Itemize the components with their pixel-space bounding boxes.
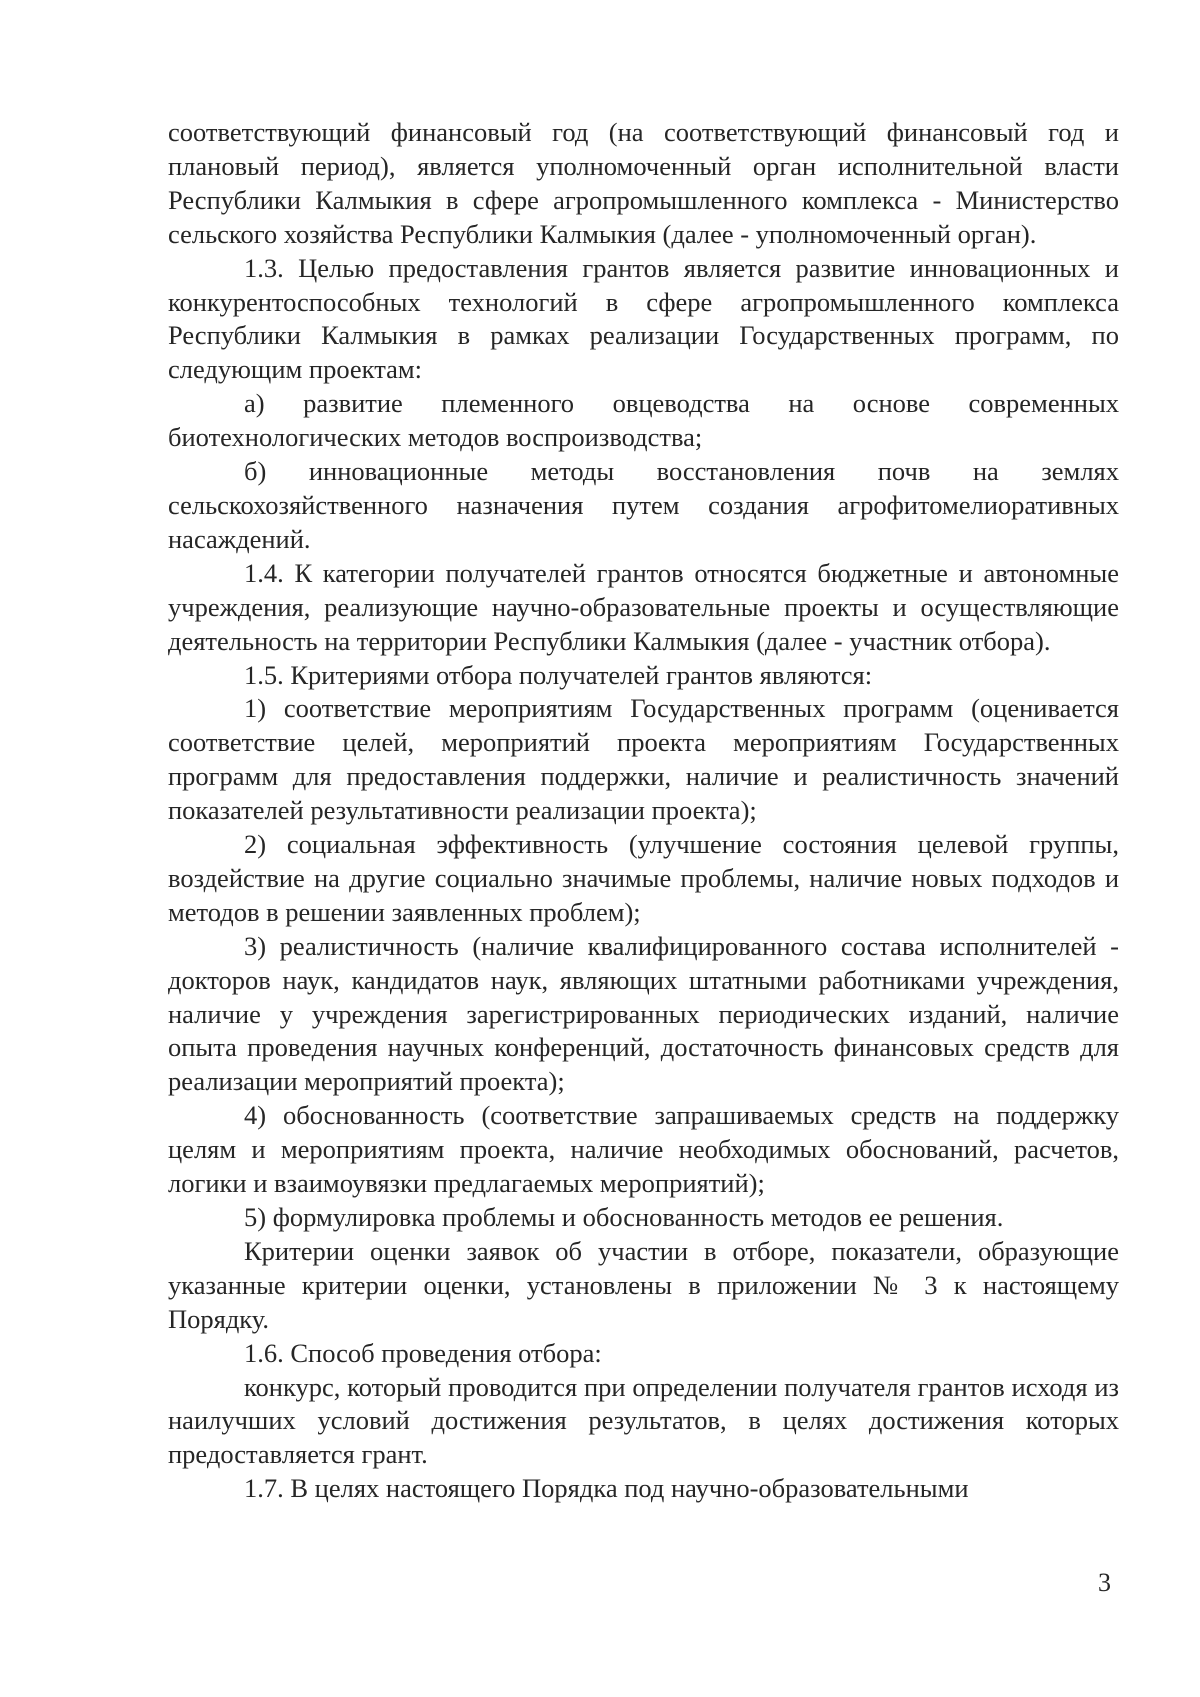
paragraph-criterion-5: 5) формулировка проблемы и обоснованность методов ее решения.: [244, 1202, 1004, 1232]
paragraph-criterion-2: 2) социальная эффективность (улучшение состояния целевой группы, воздействие на другие социально значимые проблемы, наличие новых подходов и методов в решении заявленных проблем);: [168, 829, 1119, 927]
paragraph-continuation: соответствующий финансовый год (на соответствующий финансовый год и плановый период), является уполномоченный орган исполнительной власти Республики Калмыкия в сфере агропромышленного комплекса - Министерство сельского хозяйства Республики Калмыкия (далее - уполномоченный орган).: [168, 117, 1119, 249]
paragraph-criterion-3: 3) реалистичность (наличие квалифицированного состава исполнителей - докторов наук, кандидатов наук, являющих штатными работниками учреждения, наличие у учреждения зарегистрированных периодических изданий, наличие опыта проведения научных конференций, достаточность финансовых средств для реализации мероприятий проекта);: [168, 930, 1119, 1097]
paragraph-1-6: 1.6. Способ проведения отбора:: [244, 1337, 602, 1368]
paragraph-criterion-4: 4) обоснованность (соответствие запрашиваемых средств на поддержку целям и мероприятиям проекта, наличие необходимых обоснований, расчетов, логики и взаимоувязки предлагаемых мероприятий);: [168, 1100, 1119, 1199]
page-number: 3: [1098, 1568, 1111, 1597]
paragraph-1-4: 1.4. К категории получателей грантов относятся бюджетные и автономные учреждения, реализующие научно-образовательные проекты и осуществляющие деятельность на территории Республики Калмыкия (далее - участник отбора).: [168, 557, 1119, 656]
paragraph-contest: конкурс, который проводится при определении получателя грантов исходя из наилучших условий достижения результатов, в целях достижения которых предоставляется грант.: [168, 1371, 1119, 1470]
paragraph-1-5: 1.5. Критериями отбора получателей грантов являются:: [244, 659, 873, 690]
paragraph-evaluation-criteria: Критерии оценки заявок об участии в отборе, показатели, образующие указанные критерии оценки, установлены в приложении № 3 к настоящему Порядку.: [168, 1235, 1119, 1334]
paragraph-1-3: 1.3. Целью предоставления грантов является развитие инновационных и конкурентоспособных технологий в сфере агропромышленного комплекса Республики Калмыкия в рамках реализации Государственных программ, по следующим проектам:: [168, 252, 1119, 385]
document-body: [168, 116, 1119, 1506]
paragraph-item-a: а) развитие племенного овцеводства на основе современных биотехнологических методов воспроизводства;: [168, 388, 1119, 453]
paragraph-criterion-1: 1) соответствие мероприятиям Государственных программ (оценивается соответствие целей, мероприятий проекта мероприятиям Государственных программ для предоставления поддержки, наличие и реалистичность значений показателей результативности реализации проекта);: [168, 693, 1119, 826]
paragraph-item-b: б) инновационные методы восстановления почв на землях сельскохозяйственного назначения путем создания агрофитомелиоративных насаждений.: [168, 456, 1119, 554]
paragraph-1-7: 1.7. В целях настоящего Порядка под научно-образовательными: [244, 1473, 969, 1504]
